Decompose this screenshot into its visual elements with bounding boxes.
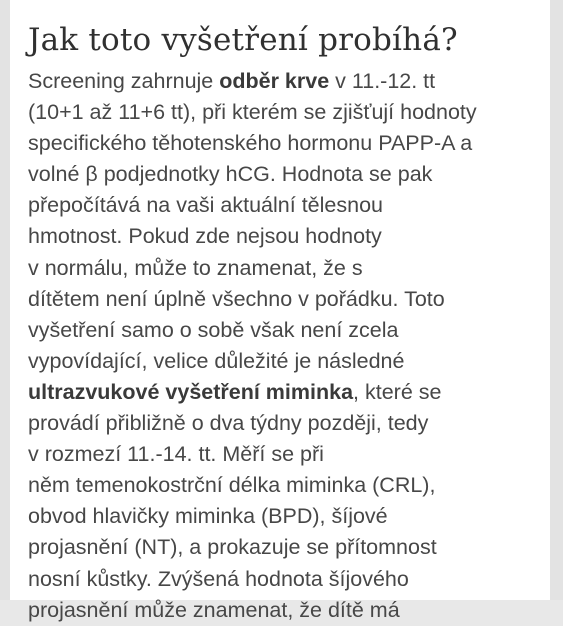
line-text: projasnění může znamenat, že dítě má [28,597,400,622]
line-text: , které se [353,379,442,404]
paragraph-line [28,501,548,532]
paragraph-line [28,221,548,252]
paragraph-line [28,532,548,563]
line-text: dítětem není úplně všechno v pořádku. Toto [28,286,445,311]
paragraph-line [28,97,548,128]
line-text: projasnění (NT), a prokazuje se přítomnost [28,535,437,560]
article-heading: Jak toto vyšetření probíhá? [28,22,458,58]
line-text: v normálu, může to znamenat, že s [28,255,363,280]
article-body [28,66,548,626]
line-text: provádí přibližně o dva týdny později, tedy [28,411,429,436]
line-text: hmotnost. Pokud zde nejsou hodnoty [28,224,382,249]
line-text: něm temenokostrční délka miminka (CRL), [28,473,436,498]
paragraph-line [28,190,548,221]
line-text: obvod hlavičky miminka (BPD), šíjové [28,504,388,529]
line-text: nosní kůstky. Zvýšená hodnota šíjového [28,566,409,591]
line-text: v 11.-12. tt [329,69,436,93]
paragraph-line [28,128,548,159]
line-text: specifického těhotenského hormonu PAPP-A a [28,131,473,156]
paragraph-line [28,66,548,97]
line-text: vyšetření samo o sobě však není zcela [28,317,399,342]
paragraph-line [28,439,548,470]
paragraph-line [28,564,548,595]
paragraph-line [28,253,548,284]
paragraph-line [28,159,548,190]
paragraph-line [28,346,548,377]
emphasized-text: ultrazvukové vyšetření miminka [28,379,354,404]
article-card [10,0,550,622]
emphasized-text: odběr krve [219,69,330,93]
line-text: v rozmezí 11.-14. tt. Měří se při [28,442,324,467]
paragraph-line [28,408,548,439]
paragraph-line [28,315,548,346]
line-text: (10+1 až 11+6 tt), při kterém se zjišťují hodnoty [28,100,477,125]
line-text: Screening zahrnuje [28,69,220,93]
paragraph-line [28,377,548,408]
paragraph-line [28,470,548,501]
line-text: přepočítává na vaši aktuální tělesnou [28,193,383,218]
line-text: vypovídající, velice důležité je následné [28,348,405,373]
paragraph-line [28,284,548,315]
paragraph-line [28,595,548,626]
line-text: volné β podjednotky hCG. Hodnota se pak [28,162,433,187]
left-margin [0,0,10,600]
right-margin [550,0,563,600]
